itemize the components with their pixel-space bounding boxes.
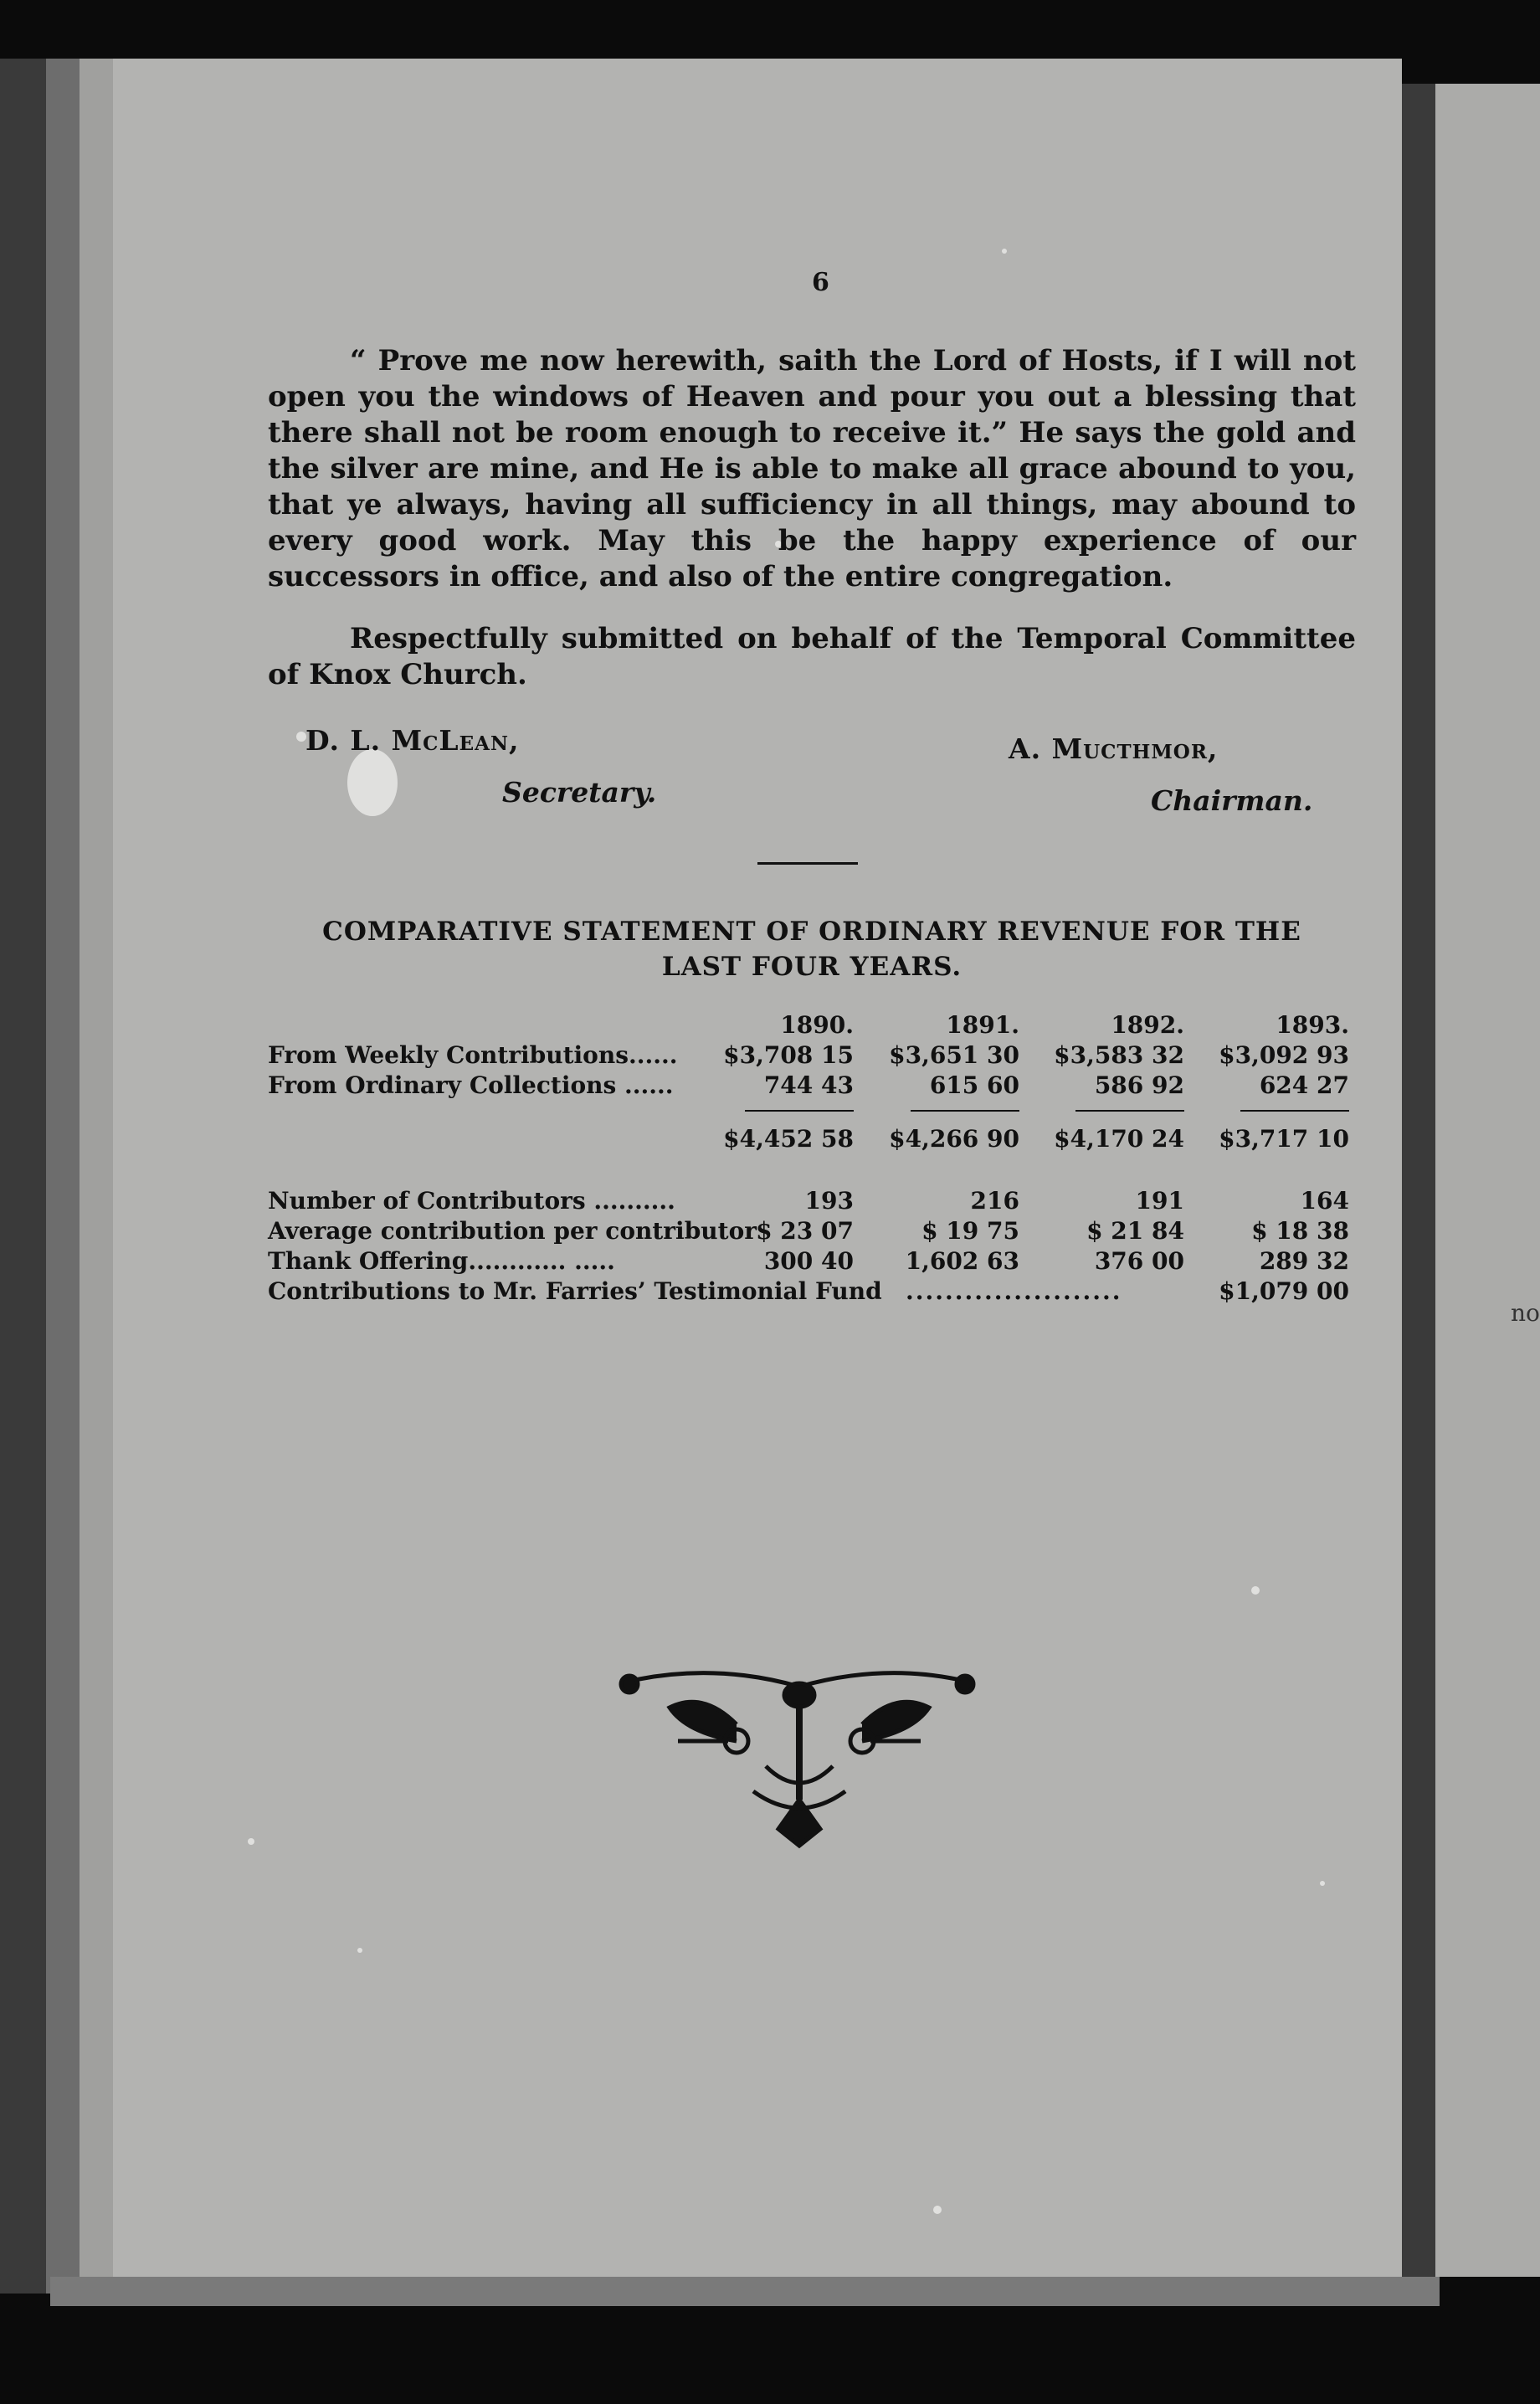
row-label: Number of Contributors .......... <box>268 1187 675 1215</box>
table-cell: 164 <box>1300 1187 1349 1215</box>
table-cell: 376 00 <box>1094 1247 1184 1275</box>
table-cell: 586 92 <box>1094 1071 1184 1099</box>
row-label: From Ordinary Collections ...... <box>268 1071 674 1099</box>
submission-paragraph: Respectfully submitted on behalf of the Temporal Committee of Knox Church. <box>268 622 1356 691</box>
total-cell: $3,717 10 <box>1219 1125 1349 1153</box>
table-header-row <box>268 1011 1356 1041</box>
section-divider <box>757 862 858 865</box>
total-cell: $4,266 90 <box>889 1125 1019 1153</box>
table-cell: $3,583 32 <box>1054 1041 1184 1069</box>
table-cell: $ 18 38 <box>1251 1217 1349 1245</box>
total-rule <box>1075 1110 1184 1112</box>
table-cell: $3,708 15 <box>723 1041 854 1069</box>
testimonial-value: $1,079 00 <box>1219 1277 1349 1305</box>
chairman-name: A. Mucthmor, <box>1009 732 1219 765</box>
table-row <box>268 1217 1356 1247</box>
year-header: 1890. <box>780 1011 854 1039</box>
table-cell: 300 40 <box>763 1247 854 1275</box>
table-row <box>268 1041 1356 1071</box>
adjacent-page <box>1435 84 1540 2277</box>
year-header: 1891. <box>946 1011 1019 1039</box>
secretary-title: Secretary. <box>502 776 657 809</box>
table-cell: 744 43 <box>763 1071 854 1099</box>
totals-row <box>268 1125 1356 1155</box>
total-rule <box>745 1110 854 1112</box>
table-cell: 615 60 <box>929 1071 1019 1099</box>
dot-leaders: ...................... <box>906 1277 1122 1305</box>
total-cell: $4,170 24 <box>1054 1125 1184 1153</box>
total-rule <box>1240 1110 1349 1112</box>
table-cell: $3,092 93 <box>1219 1041 1349 1069</box>
table-cell: 193 <box>804 1187 854 1215</box>
table-row <box>268 1071 1356 1102</box>
statement-heading-line-1: COMPARATIVE STATEMENT OF ORDINARY REVENUE FOR THE <box>322 917 1301 947</box>
page-content <box>268 268 1356 1356</box>
total-rule <box>911 1110 1019 1112</box>
table-cell: $ 21 84 <box>1086 1217 1184 1245</box>
statement-heading <box>268 914 1356 984</box>
table-cell: 624 27 <box>1259 1071 1349 1099</box>
signature-chairman <box>1009 732 1313 817</box>
row-label: Thank Offering............ ..... <box>268 1247 615 1275</box>
row-label: Average contribution per contributor <box>268 1217 757 1245</box>
year-header: 1892. <box>1111 1011 1184 1039</box>
row-label: From Weekly Contributions...... <box>268 1041 678 1069</box>
scripture-paragraph: “ Prove me now herewith, saith the Lord of Hosts, if I will not open you the windows of Heaven and pour you out a blessing that there shall not be room enough to receive it.” He says the gold and the silver are mine, and He is able to make all grace abound to you, that ye always, having all sufficiency in all things, may abound to every good work. May this be the happy experience of our successors in office, and also of the entire congregation. <box>268 344 1356 593</box>
table-cell: 1,602 63 <box>905 1247 1019 1275</box>
total-cell: $4,452 58 <box>723 1125 854 1153</box>
table-cell: 216 <box>970 1187 1019 1215</box>
statement-heading-line-2: LAST FOUR YEARS. <box>661 952 963 982</box>
secretary-name: D. L. McLean, <box>305 724 520 757</box>
svg-text:no: no <box>1511 1299 1540 1327</box>
table-cell: 191 <box>1135 1187 1184 1215</box>
table-row <box>268 1247 1356 1277</box>
year-header: 1893. <box>1276 1011 1349 1039</box>
chairman-title: Chairman. <box>1151 784 1313 817</box>
testimonial-label: Contributions to Mr. Farries’ Testimonial Fund <box>268 1277 882 1305</box>
table-cell: $3,651 30 <box>889 1041 1019 1069</box>
signature-secretary <box>305 724 657 809</box>
page-number: 6 <box>812 268 829 297</box>
table-cell: $ 23 07 <box>756 1217 854 1245</box>
table-cell: $ 19 75 <box>921 1217 1019 1245</box>
table-row <box>268 1187 1356 1217</box>
table-cell: 289 32 <box>1259 1247 1349 1275</box>
